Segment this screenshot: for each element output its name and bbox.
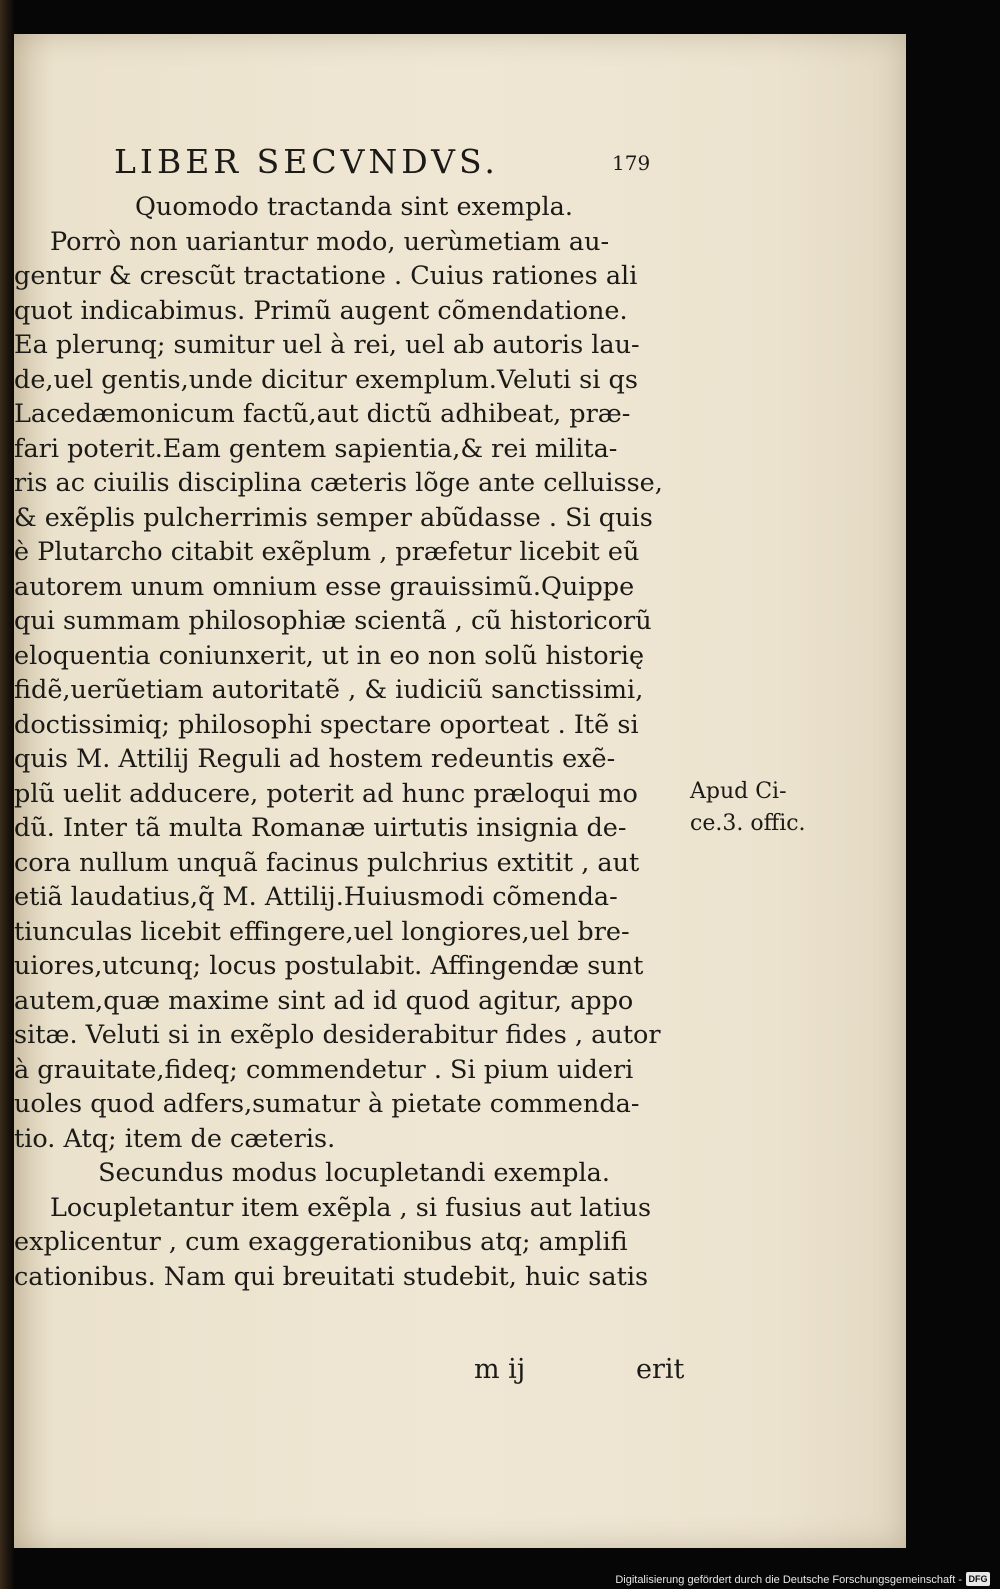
- text-line: à grauitate,fideq; commendetur . Si pium uideri: [14, 1054, 634, 1085]
- text-line: & exẽplis pulcherrimis semper abũdasse . Si quis: [14, 502, 653, 533]
- text-line: eloquentia coniunxerit, ut in eo non solũ historię: [14, 640, 645, 671]
- text-line: explicentur , cum exaggerationibus atq; amplifi: [14, 1227, 628, 1257]
- text-line: dũ. Inter tã multa Romanæ uirtutis insignia de-: [14, 813, 627, 843]
- text-line: quis M. Attilij Reguli ad hostem redeuntis exẽ-: [14, 744, 616, 774]
- book-page: [14, 34, 906, 1548]
- text-line: fari poterit.Eam gentem sapientia,& rei milita-: [14, 433, 618, 464]
- marginal-note-line: ce.3. offic.: [690, 811, 806, 836]
- text-line: tio. Atq; item de cæteris.: [14, 1123, 336, 1154]
- page-content: [14, 34, 906, 1548]
- text-line: cationibus. Nam qui breuitati studebit, huic satis: [14, 1261, 649, 1292]
- text-line: sitæ. Veluti si in exẽplo desiderabitur fides , autor: [14, 1020, 661, 1050]
- text-line: autorem unum omnium esse grauissimũ.Quippe: [14, 571, 635, 602]
- section-heading: Quomodo tractanda sint exempla.: [135, 192, 573, 222]
- text-line: tiunculas licebit effingere,uel longiores,uel bre-: [14, 916, 630, 947]
- funding-credit: Digitalisierung gefördert durch die Deutsche Forschungsgemeinschaft -: [615, 1574, 962, 1586]
- text-line: Locupletantur item exẽpla , si fusius aut latius: [50, 1192, 652, 1223]
- text-line: ris ac ciuilis disciplina cæteris lõge ante celluisse,: [14, 468, 663, 498]
- text-line: autem,quæ maxime sint ad id quod agitur, appo: [14, 985, 634, 1016]
- text-line: de,uel gentis,unde dicitur exemplum.Veluti si qs: [14, 364, 638, 395]
- page-number: 179: [612, 151, 651, 175]
- text-line: fidẽ,uerũetiam autoritatẽ , & iudiciũ sanctissimi,: [14, 675, 644, 705]
- marginal-note-line: Apud Ci-: [690, 779, 787, 804]
- text-line: è Plutarcho citabit exẽplum , præfetur licebit eũ: [14, 537, 640, 567]
- catchword: erit: [636, 1354, 685, 1385]
- signature-mark: m ij: [474, 1354, 526, 1385]
- text-line: gentur & crescũt tractatione . Cuius rationes ali: [14, 261, 638, 291]
- text-line: Ea plerunq; sumitur uel à rei, uel ab autoris lau-: [14, 330, 640, 360]
- text-line: etiã laudatius,q̃ M. Attilij.Huiusmodi cõmenda-: [14, 882, 618, 912]
- text-line: quot indicabimus. Primũ augent cõmendatione.: [14, 295, 628, 326]
- running-head: LIBER SECVNDVS.: [114, 142, 499, 181]
- text-line: cora nullum unquã facinus pulchrius extitit , aut: [14, 847, 640, 878]
- text-line: doctissimiq; philosophi spectare oporteat . Itẽ si: [14, 709, 639, 740]
- text-line: uiores,utcunq; locus postulabit. Affingendæ sunt: [14, 951, 644, 981]
- book-spine-edge: [0, 0, 14, 1589]
- marginal-note: [690, 776, 806, 840]
- dfg-logo-icon: DFG: [966, 1572, 990, 1586]
- text-line: uoles quod adfers,sumatur à pietate commenda-: [14, 1089, 640, 1119]
- catchword-line: [14, 1354, 694, 1394]
- text-line: Lacedæmonicum factũ,aut dictũ adhibeat, præ-: [14, 399, 631, 429]
- text-line: Porrò non uariantur modo, uerùmetiam au-: [50, 226, 610, 257]
- text-line: qui summam philosophiæ scientã , cũ historicorũ: [14, 606, 652, 636]
- text-line: plũ uelit adducere, poterit ad hunc præloqui mo: [14, 778, 638, 809]
- section-heading: Secundus modus locupletandi exempla.: [98, 1158, 610, 1188]
- main-text-block: [14, 190, 694, 1294]
